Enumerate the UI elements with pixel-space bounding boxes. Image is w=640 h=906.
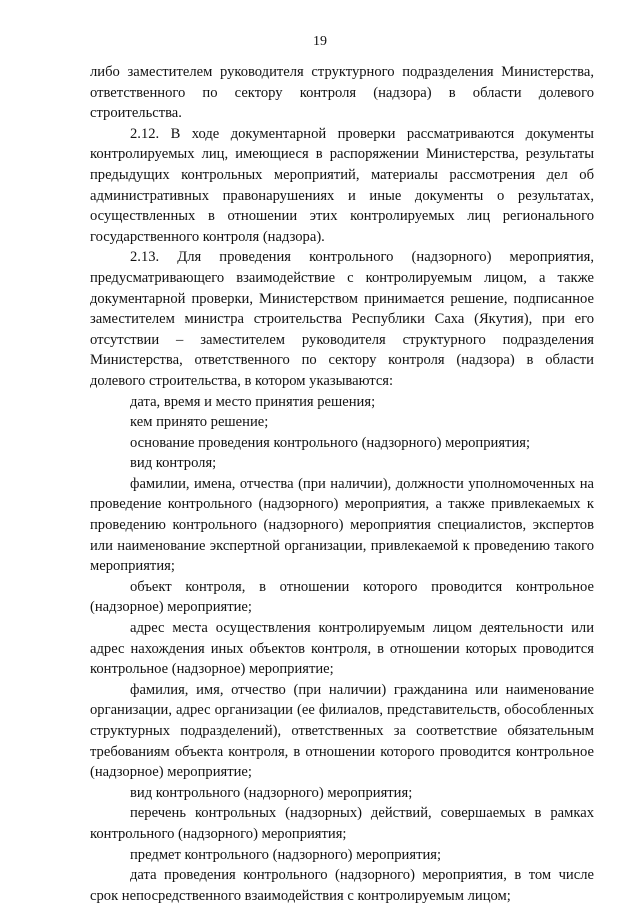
- list-item: предмет контрольного (надзорного) мероприятия;: [130, 846, 442, 863]
- list-item: адрес места осуществления контролируемым лицом деятельности или адрес нахождения иных объектов контроля, в отношении которых проводится контрольное (надзорное) мероприятие;: [90, 620, 594, 678]
- list-item: вид контроля;: [130, 455, 217, 472]
- list-item: основание проведения контрольного (надзорного) мероприятия;: [130, 434, 531, 451]
- list-item: объект контроля, в отношении которого проводится контрольное (надзорное) мероприятие;: [90, 578, 594, 616]
- list-item: вид контрольного (надзорного) мероприятия;: [130, 784, 413, 801]
- list-item: кем принято решение;: [130, 414, 269, 431]
- page-number: 19: [313, 34, 327, 49]
- list-item: перечень контрольных (надзорных) действий, совершаемых в рамках контрольного (надзорного) мероприятия;: [90, 805, 594, 842]
- document-body: [90, 62, 594, 906]
- paragraph: либо заместителем руководителя структурного подразделения Министерства, ответственного по сектору контроля (надзора) в области долевого строительства.: [90, 64, 594, 122]
- list-item: фамилия, имя, отчество (при наличии) гражданина или наименование организации, адрес организации (ее филиалов, представительств, обособленных структурных подразделений), ответственных за соответствие обязательным требованиям объекта контроля, в отношении которого проводится контрольное (надзорное) мероприятие;: [90, 681, 594, 781]
- paragraph: 2.12. В ходе документарной проверки рассматриваются документы контролируемых лиц, имеющиеся в распоряжении Министерства, результаты предыдущих контрольных мероприятий, материалы рассмотрения дел об административных правонарушениях и иные документы о результатах, осуществленных в отношении этих контролируемых лиц регионального государственного контроля (надзора).: [90, 125, 594, 245]
- paragraph: 2.13. Для проведения контрольного (надзорного) мероприятия, предусматривающего взаимодействие с контролируемым лицом, а также документарной проверки, Министерством принимается решение, подписанное заместителем министра строительства Республики Саха (Якутия), при его отсутствии – заместителем руководителя структурного подразделения Министерства, ответственного по сектору контроля (надзора) в области долевого строительства, в котором указываются:: [90, 249, 594, 389]
- list-item: фамилии, имена, отчества (при наличии), должности уполномоченных на проведение контрольного (надзорного) мероприятия, а также привлекаемых к проведению контрольного (надзорного) мероприятия специалистов, экспертов или наименование экспертной организации, привлекаемой к проведению такого мероприятия;: [90, 475, 594, 575]
- list-item: дата, время и место принятия решения;: [130, 393, 376, 410]
- list-item: дата проведения контрольного (надзорного) мероприятия, в том числе срок непосредственного взаимодействия с контролируемым лицом;: [90, 867, 594, 904]
